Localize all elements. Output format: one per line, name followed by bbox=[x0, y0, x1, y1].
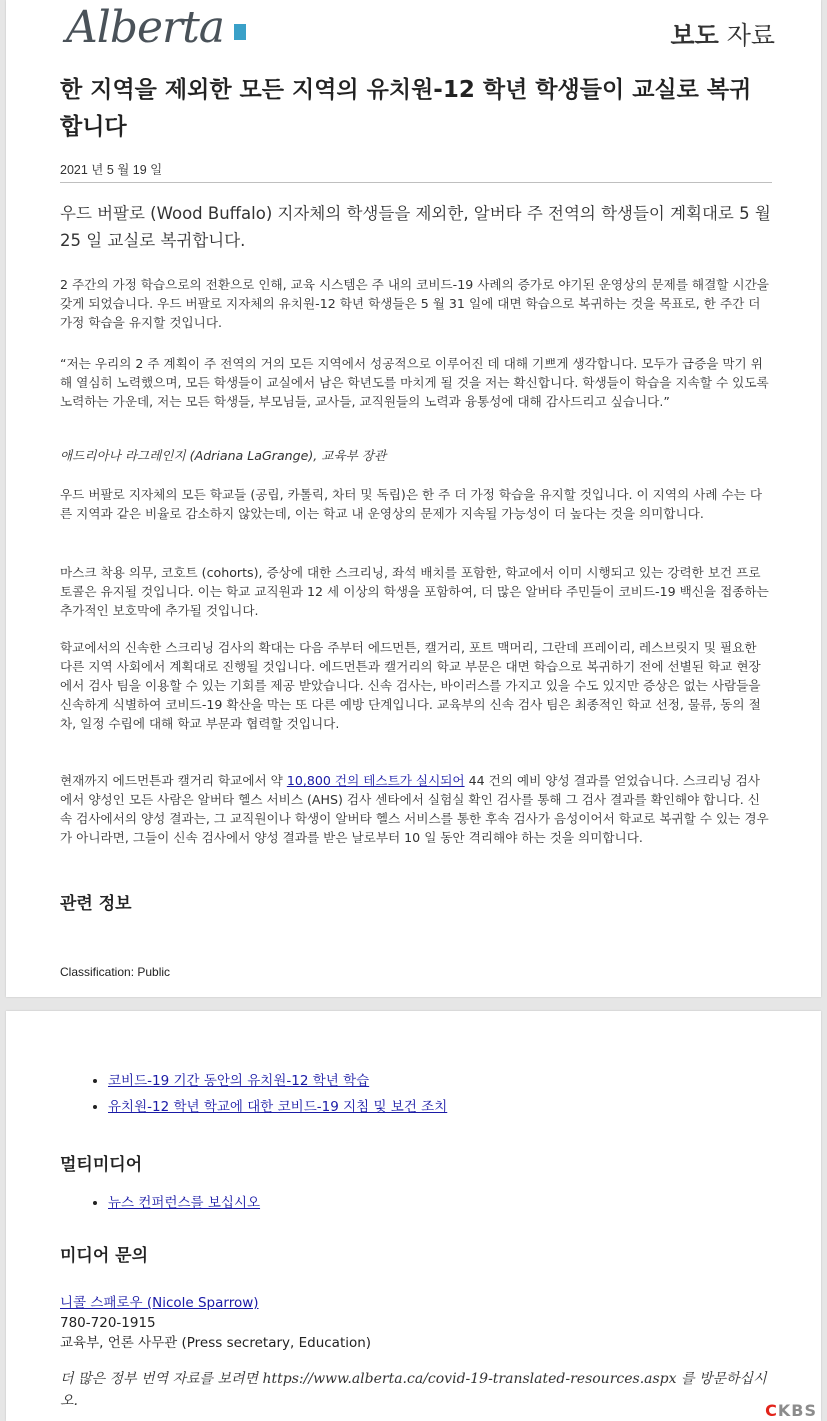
list-item bbox=[108, 1068, 447, 1094]
related-link-guidance[interactable]: 유치원-12 학년 학교에 대한 코비드-19 지침 및 보건 조치 bbox=[108, 1099, 448, 1115]
body-paragraph: 마스크 착용 의무, 코호트 (cohorts), 증상에 대한 스크리닝, 좌석 배치를 포함한, 학교에서 이미 시행되고 있는 강력한 보건 프로토콜은 유지될 것입니다. 이는 학교 교직원과 12 세 이상의 학생을 포함하여, 더 많은 알버타 주민들이 코비드-19 백신을 접종하는 추가적인 보호막에 추가될 것입니다. bbox=[60, 565, 769, 618]
contact-title: 교육부, 언론 사무관 (Press secretary, Education) bbox=[60, 1335, 372, 1351]
body-paragraph: 2 주간의 가정 학습으로의 전환으로 인해, 교육 시스템은 주 내의 코비드-19 사례의 증가로 야기된 운영상의 문제를 해결할 시간을 갖게 되었습니다. 우드 버팔로 지자체의 유치원-12 학년 학생들은 5 월 31 일에 대면 학습으로 복귀하는 것을 목표로, 한 주간 더 가정 학습을 유지할 것입니다. bbox=[60, 277, 769, 330]
page-title: 한 지역을 제외한 모든 지역의 유치원-12 학년 학생들이 교실로 복귀합니다 bbox=[60, 77, 752, 140]
related-links-list bbox=[60, 1068, 447, 1120]
related-info-heading: 관련 정보 bbox=[60, 894, 132, 914]
quote-attribution: 애드리아나 라그레인지 (Adriana LaGrange), 교육부 장관 bbox=[60, 448, 387, 463]
ckbs-watermark: CKBS bbox=[765, 1401, 817, 1420]
lead-paragraph: 우드 버팔로 (Wood Buffalo) 지자체의 학생들을 제외한, 알버타 주 전역의 학생들이 계획대로 5 월 25 일 교실로 복귀합니다. bbox=[60, 204, 771, 250]
release-date: 2021 년 5 월 19 일 bbox=[60, 163, 163, 177]
media-inquiry-heading: 미디어 문의 bbox=[60, 1246, 149, 1266]
minister-quote: “저는 우리의 2 주 계획이 주 전역의 거의 모든 지역에서 성공적으로 이루어진 데 대해 기쁘게 생각합니다. 모두가 급증을 막기 위해 열심히 노력했으며, 모든 학생들이 교실에서 남은 학년도를 마치게 될 것을 저는 확신합니다. 학생들이 학습을 지속할 수 있도록 노력하는 가운데, 저는 모든 학생들, 부모님들, 교사들, 교직원들의 노력과 융통성에 대해 감사드리고 싶습니다.” bbox=[60, 356, 769, 409]
alberta-logo: Alberta bbox=[66, 2, 224, 53]
multimedia-links-list bbox=[60, 1190, 260, 1216]
classification-label: Classification: Public bbox=[60, 965, 171, 979]
tests-link[interactable]: 10,800 건의 테스트가 실시되어 bbox=[286, 773, 465, 788]
news-conference-link[interactable]: 뉴스 컨퍼런스를 보십시오 bbox=[108, 1195, 261, 1211]
divider bbox=[60, 182, 772, 183]
document-type-label: 보도 자료 bbox=[670, 21, 775, 50]
body-paragraph: 우드 버팔로 지자체의 모든 학교들 (공립, 카톨릭, 차터 및 독립)은 한 주 더 가정 학습을 유지할 것입니다. 이 지역의 사례 수는 다른 지역과 같은 비율로 감소하지 않았는데, 이는 학교 내 운영상의 문제가 지속될 가능성이 더 높다는 것을 의미합니다. bbox=[60, 487, 763, 521]
list-item bbox=[108, 1094, 447, 1120]
contact-phone: 780-720-1915 bbox=[60, 1315, 156, 1331]
body-paragraph: 학교에서의 신속한 스크리닝 검사의 확대는 다음 주부터 에드먼튼, 캘거리, 포트 맥머리, 그란데 프레이리, 레스브릿지 및 필요한 다른 지역 사회에서 계획대로 진행될 것입니다. 에드먼튼과 캘거리의 학교 부문은 대면 학습으로 복귀하기 전에 선별된 학교 현장에서 검사 팀을 이용할 수 있는 기회를 제공 받았습니다. 신속 검사는, 바이러스를 가지고 있을 수도 있지만 증상은 없는 사람들을 신속하게 식별하여 코비드-19 확산을 막는 또 다른 예방 단계입니다. 교육부의 신속 검사 팀은 최종적인 학교 선정, 물류, 동의 절차, 일정 수립에 대해 학교 부문과 협력할 것입니다. bbox=[60, 640, 761, 731]
related-link-learning[interactable]: 코비드-19 기간 동안의 유치원-12 학년 학습 bbox=[108, 1073, 370, 1089]
list-item bbox=[108, 1190, 260, 1216]
contact-name-link[interactable]: 니콜 스패로우 (Nicole Sparrow) bbox=[60, 1295, 259, 1311]
media-contact bbox=[60, 1293, 371, 1353]
logo-mark-icon bbox=[234, 24, 246, 40]
multimedia-heading: 멀티미디어 bbox=[60, 1155, 143, 1175]
body-paragraph: 현재까지 에드먼튼과 캘거리 학교에서 약 10,800 건의 테스트가 실시되어 44 건의 예비 양성 결과를 얻었습니다. 스크리닝 검사에서 양성인 모든 사람은 알버타 헬스 서비스 (AHS) 검사 센타에서 실험실 확인 검사를 통해 그 검사 결과를 확인해야 합니다. 신속 검사에서의 양성 결과는, 그 교직원이나 학생이 알버타 헬스 서비스를 통한 후속 검사가 음성이어서 학교로 복귀할 수 있는 경우가 아니라면, 그들이 신속 검사에서 양성 결과를 받은 날로부터 10 일 동안 격리해야 하는 것을 의미합니다. bbox=[60, 773, 769, 845]
translation-note: 더 많은 정부 번역 자료를 보려면 https://www.alberta.ca/covid-19-translated-resources.aspx 를 방문하십시오. bbox=[60, 1371, 767, 1409]
